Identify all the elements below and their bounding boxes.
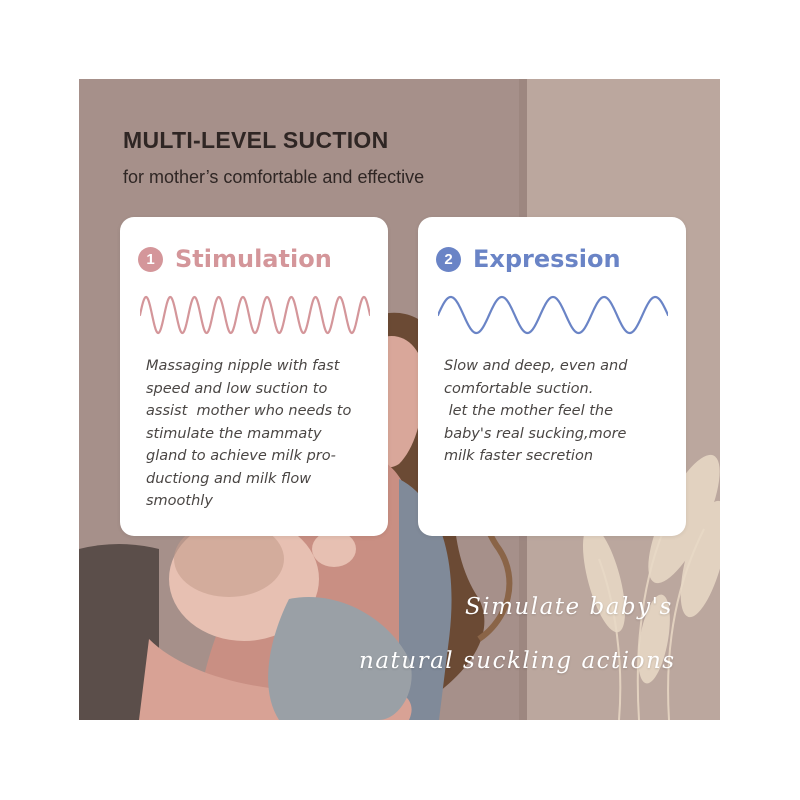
tagline-line-2: natural suckling actions — [359, 648, 676, 674]
slow-wave-icon — [438, 293, 668, 337]
expression-title: Expression — [473, 245, 621, 273]
hero-photo — [79, 79, 720, 720]
expression-card-header — [436, 245, 621, 273]
stimulation-description: Massaging nipple with fast speed and low suction to assist mother who needs to stimulate the mammaty gland to achieve milk pro- ductiong and milk flow smoothly — [146, 358, 352, 509]
expression-description: Slow and deep, even and comfortable suction. let the mother feel the baby's real sucking,more milk faster secretion — [444, 358, 628, 464]
page-title: MULTI-LEVEL SUCTION — [123, 127, 389, 153]
expression-card — [418, 217, 686, 536]
fast-wave-icon — [140, 293, 370, 337]
stimulation-title: Stimulation — [175, 245, 332, 273]
tagline-line-1: Simulate baby's — [465, 594, 673, 620]
page-subtitle: for mother’s comfortable and effective — [123, 167, 425, 187]
stimulation-card-header — [138, 245, 332, 273]
stimulation-card — [120, 217, 388, 536]
step-number-badge: 2 — [436, 247, 461, 272]
step-number-badge: 1 — [138, 247, 163, 272]
